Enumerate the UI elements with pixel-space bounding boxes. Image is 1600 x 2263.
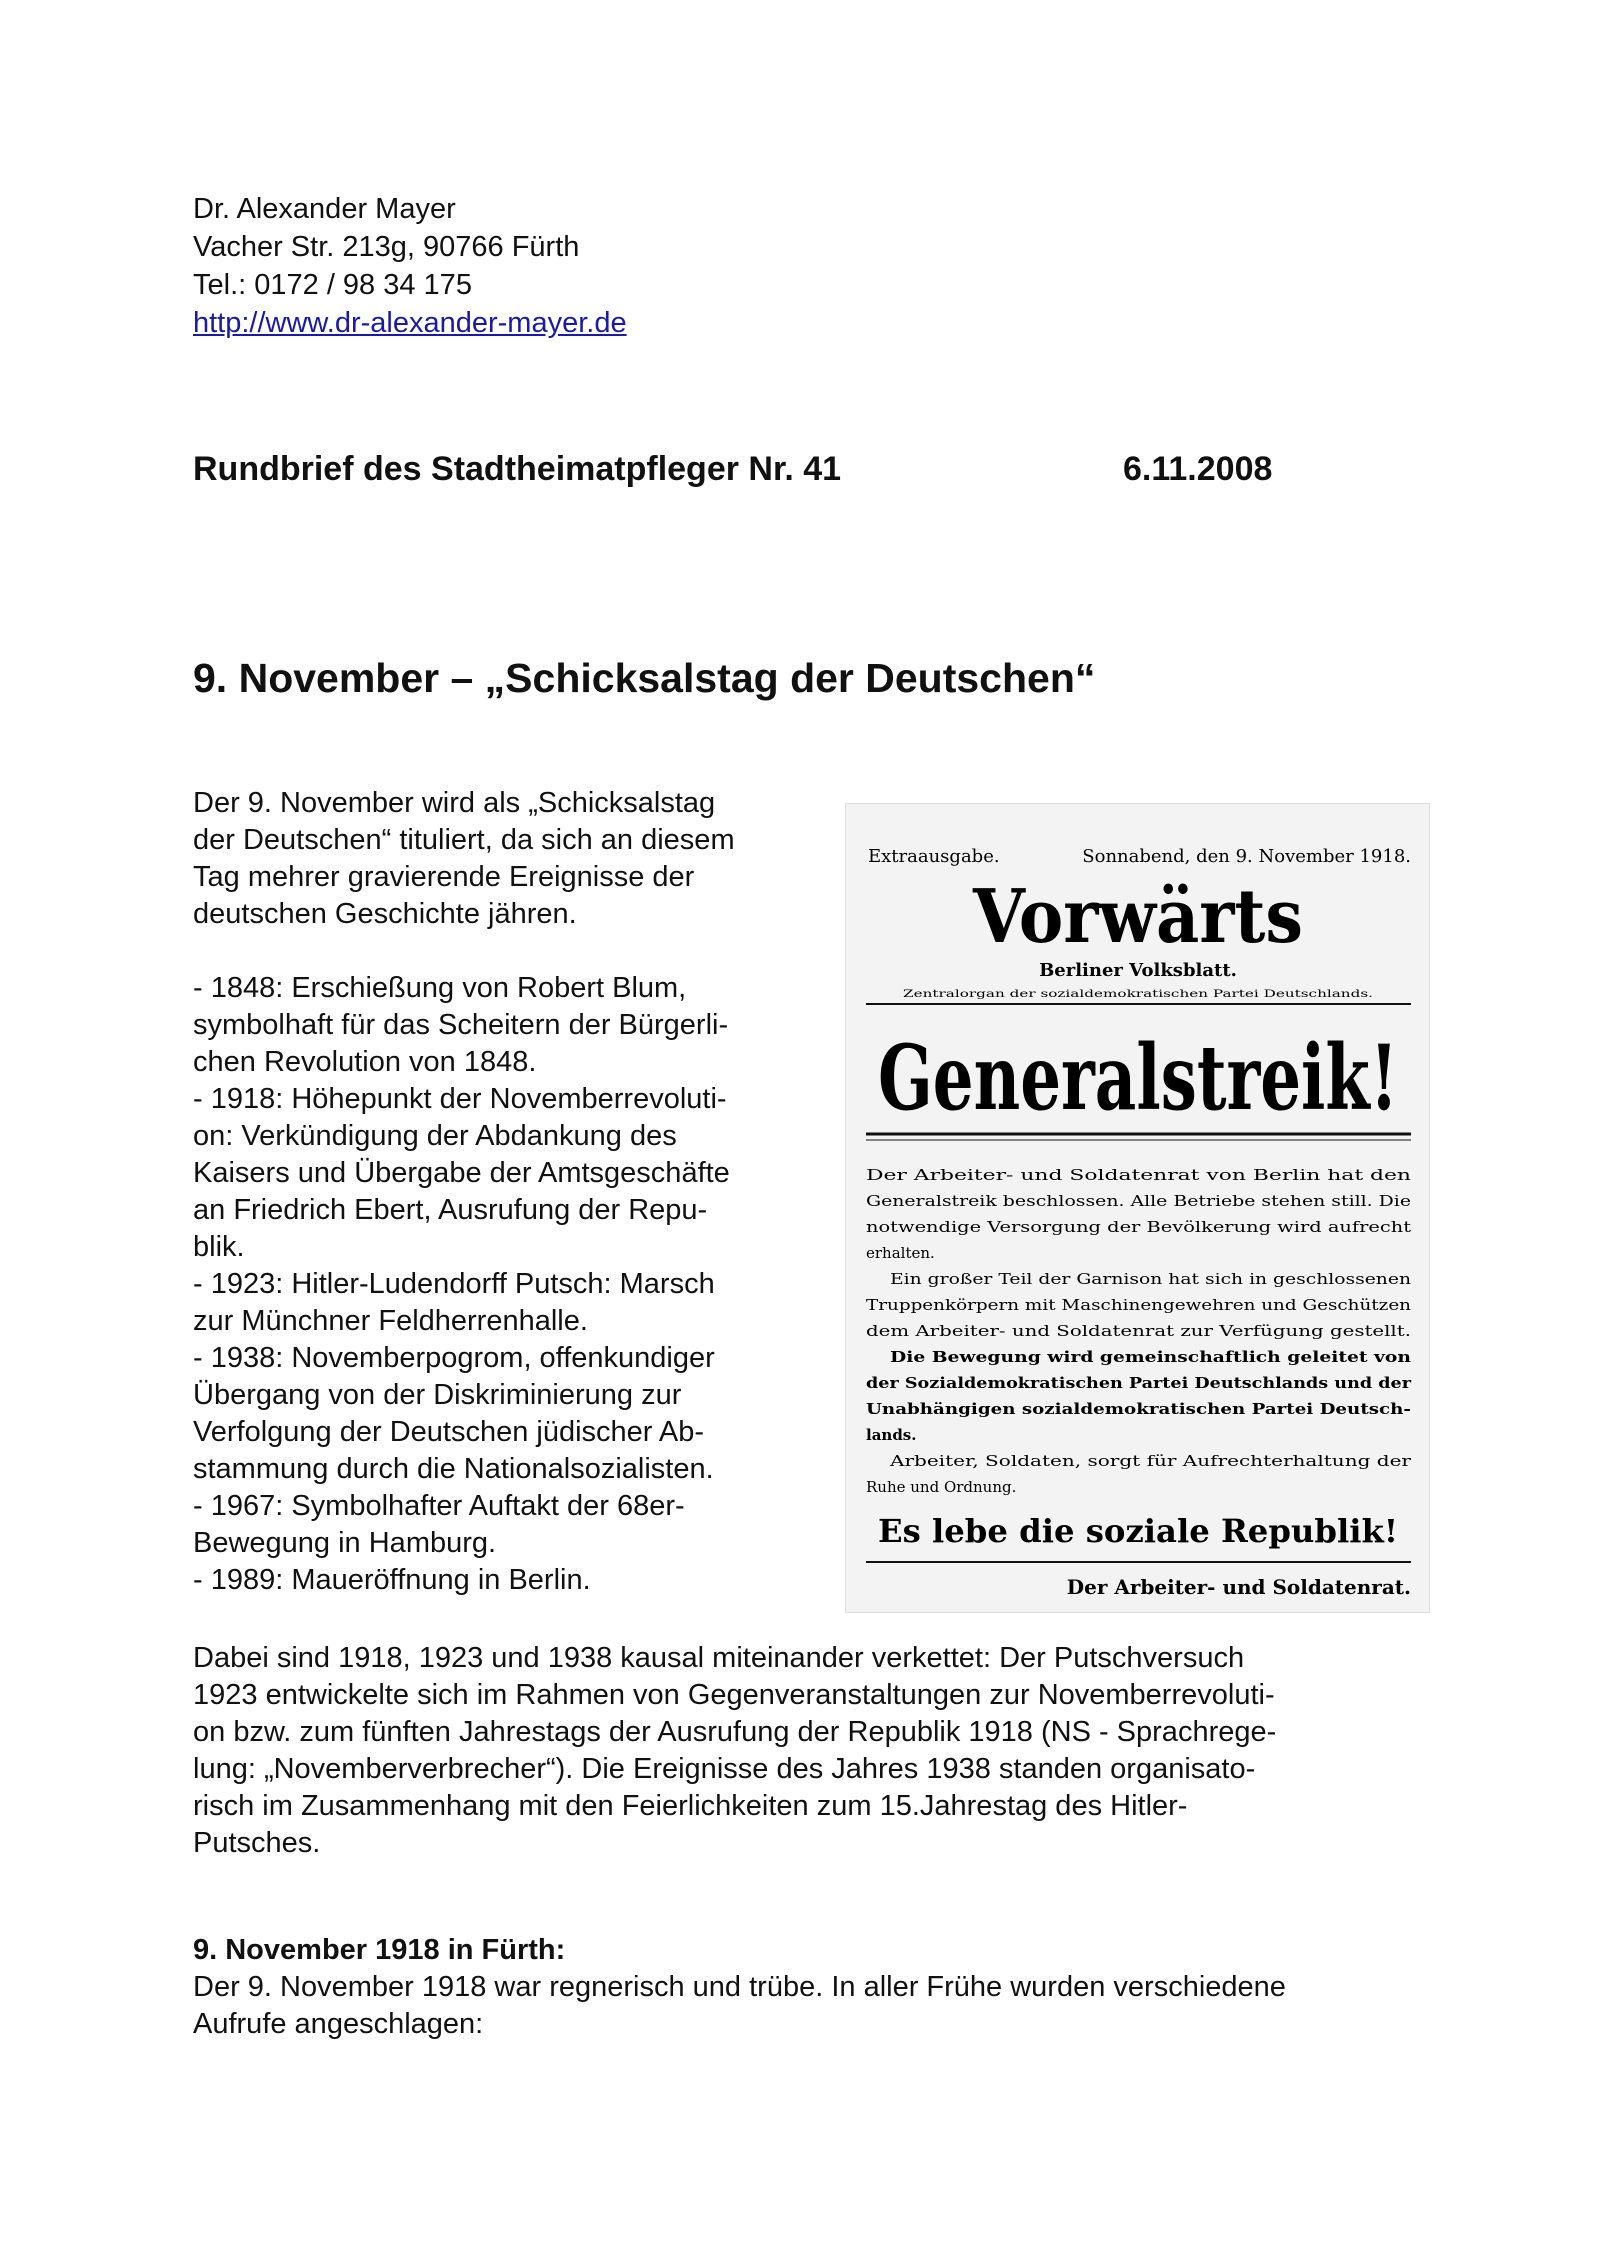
paragraph-line: risch im Zusammenhang mit den Feierlichkeiten zum 15.Jahrestag des Hitler-	[193, 1790, 1188, 1822]
newspaper-masthead: Vorwärts	[972, 874, 1303, 960]
section-line: Der 9. November 1918 war regnerisch und trübe. In aller Frühe wurden verschiedene	[193, 1971, 1286, 2003]
event-line: blik.	[193, 1231, 245, 1263]
event-line: Kaisers und Übergabe der Amtsgeschäfte	[193, 1157, 730, 1189]
newspaper-body-line: Truppenkörpern mit Maschinengewehren und Geschützen	[866, 1296, 1412, 1314]
sender-block	[193, 190, 627, 342]
section-line: Aufrufe angeschlagen:	[193, 2008, 484, 2040]
event-line: an Friedrich Ebert, Ausrufung der Repu-	[193, 1194, 708, 1226]
newspaper-body-line: Arbeiter, Soldaten, sorgt für Aufrechterhaltung der	[888, 1452, 1413, 1470]
sender-phone: Tel.: 0172 / 98 34 175	[193, 269, 472, 301]
newspaper-organ-line: Zentralorgan der sozialdemokratischen Partei Deutschlands.	[903, 989, 1373, 1000]
intro-line: Der 9. November wird als „Schicksalstag	[193, 787, 716, 819]
subject-line	[193, 450, 1323, 489]
event-line: - 1918: Höhepunkt der Novemberrevoluti-	[193, 1083, 727, 1115]
event-line: symbolhaft für das Scheitern der Bürgerli-	[193, 1009, 729, 1041]
newspaper-subtitle: Berliner Volksblatt.	[1039, 960, 1237, 981]
newspaper-body-line: lands.	[866, 1426, 917, 1444]
event-line: Verfolgung der Deutschen jüdischer Ab-	[193, 1416, 705, 1448]
newspaper-image	[845, 803, 1430, 1613]
newspaper-body-line: Die Bewegung wird gemeinschaftlich geleitet von	[890, 1348, 1412, 1366]
event-line: chen Revolution von 1848.	[193, 1046, 537, 1078]
event-line: Bewegung in Hamburg.	[193, 1527, 497, 1559]
newspaper-edition: Extraausgabe.	[868, 846, 1000, 867]
intro-line: Tag mehrer gravierende Ereignisse der	[193, 861, 695, 893]
event-line: - 1848: Erschießung von Robert Blum,	[193, 972, 687, 1004]
newspaper-banner: Generalstreik!	[878, 1025, 1398, 1131]
newspaper-body-line: Generalstreik beschlossen. Alle Betriebe stehen still. Die	[866, 1192, 1412, 1210]
event-line: zur Münchner Feldherrenhalle.	[193, 1305, 588, 1337]
event-line: on: Verkündigung der Abdankung des	[193, 1120, 677, 1152]
sender-name: Dr. Alexander Mayer	[193, 193, 456, 225]
event-line: stammung durch die Nationalsozialisten.	[193, 1453, 714, 1485]
intro-line: der Deutschen“ tituliert, da sich an diesem	[193, 824, 735, 856]
sender-address: Vacher Str. 213g, 90766 Fürth	[193, 231, 580, 263]
newspaper-body-line: Ruhe und Ordnung.	[866, 1478, 1017, 1496]
event-line: - 1938: Novemberpogrom, offenkundiger	[193, 1342, 715, 1374]
newspaper-svg	[846, 804, 1431, 1614]
newsletter-date: 6.11.2008	[1123, 450, 1273, 488]
newspaper-body-line: Unabhängigen sozialdemokratischen Partei Deutsch-	[866, 1400, 1411, 1418]
newspaper-body-line: Der Arbeiter- und Soldatenrat von Berlin hat den	[866, 1166, 1412, 1184]
event-line: - 1989: Maueröffnung in Berlin.	[193, 1564, 591, 1596]
section-text	[193, 1969, 1433, 2043]
newspaper-body-line: notwendige Versorgung der Bevölkerung wird aufrecht	[866, 1218, 1411, 1236]
body-paragraph	[193, 1640, 1433, 1862]
page-headline: 9. November – „Schicksalstag der Deutschen“	[193, 655, 1096, 701]
newspaper-body-line: Ein großer Teil der Garnison hat sich in geschlossenen	[890, 1270, 1412, 1288]
newspaper-body-line: der Sozialdemokratischen Partei Deutschlands und der	[866, 1374, 1413, 1392]
website-link[interactable]: http://www.dr-alexander-mayer.de	[193, 307, 627, 339]
newspaper-dateline: Sonnabend, den 9. November 1918.	[1082, 846, 1411, 867]
paragraph-line: Putsches.	[193, 1827, 321, 1859]
intro-line: deutschen Geschichte jähren.	[193, 898, 577, 930]
newspaper-body-line: erhalten.	[866, 1244, 935, 1262]
newspaper-body-line: dem Arbeiter- und Soldatenrat zur Verfügung gestellt.	[866, 1322, 1411, 1340]
paragraph-line: Dabei sind 1918, 1923 und 1938 kausal miteinander verkettet: Der Putschversuch	[193, 1642, 1245, 1674]
intro-column	[193, 785, 793, 1599]
newspaper-slogan: Es lebe die soziale Republik!	[878, 1512, 1398, 1550]
newspaper-signature: Der Arbeiter- und Soldatenrat.	[1066, 1575, 1411, 1599]
paragraph-line: on bzw. zum fünften Jahrestags der Ausrufung der Republik 1918 (NS - Sprachrege-	[193, 1716, 1277, 1748]
paragraph-line: lung: „Novemberverbrecher“). Die Ereignisse des Jahres 1938 standen organisato-	[193, 1753, 1256, 1785]
section-heading: 9. November 1918 in Fürth:	[193, 1934, 566, 1966]
event-line: Übergang von der Diskriminierung zur	[193, 1379, 682, 1411]
event-line: - 1967: Symbolhafter Auftakt der 68er-	[193, 1490, 685, 1522]
paragraph-line: 1923 entwickelte sich im Rahmen von Gegenveranstaltungen zur Novemberrevoluti-	[193, 1679, 1275, 1711]
newsletter-title: Rundbrief des Stadtheimatpfleger Nr. 41	[193, 450, 842, 488]
event-line: - 1923: Hitler-Ludendorff Putsch: Marsch	[193, 1268, 715, 1300]
